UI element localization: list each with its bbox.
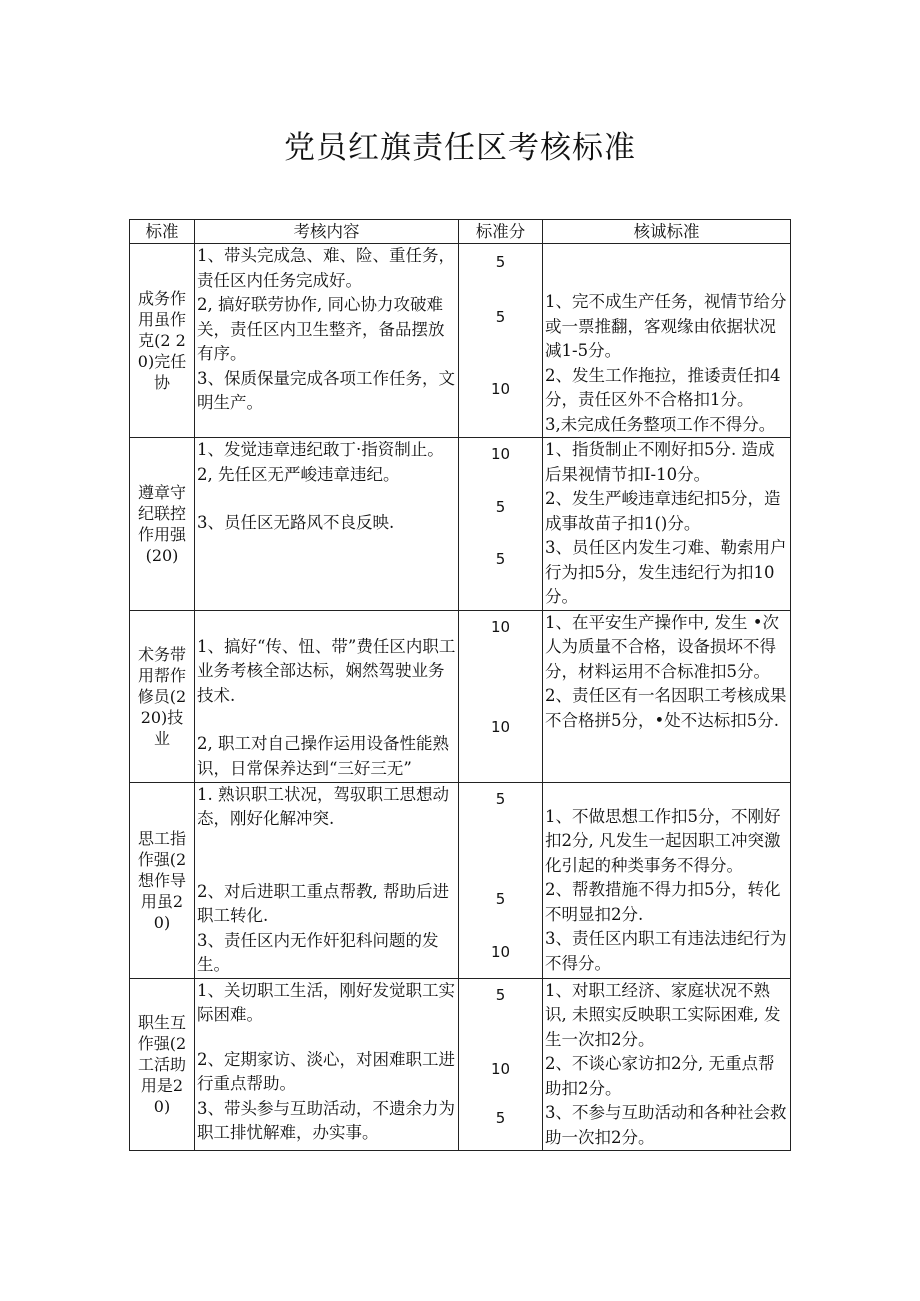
row-scores: 5 10 5 — [459, 978, 543, 1151]
header-content: 考核内容 — [195, 220, 459, 244]
row-scores: 10 10 — [459, 610, 543, 782]
table-header-row — [130, 220, 791, 244]
header-score: 标准分 — [459, 220, 543, 244]
table-row — [130, 978, 791, 1151]
row-category: 术务带用帮作修员(2 20)技业 — [130, 610, 195, 782]
table-row — [130, 438, 791, 611]
row-category: 成务作用虽作克(2 20)完任协 — [130, 244, 195, 438]
row-scores: 5 5 10 — [459, 244, 543, 438]
row-criteria: 1、指货制止不刚好扣5分. 造成后果视情节扣I-10分。 2、发生严峻违章违纪扣5分，造成事故苗子扣1()分。 3、员任区内发生刁难、勒索用户行为扣5分，发生违纪行为扣10分。 — [543, 438, 791, 611]
row-criteria: 1、完不成生产任务，视情节给分或一票推翻，客观缘由依据状况减1-5分。 2、发生工作拖拉，推诿责任扣4分，责任区外不合格扣1分。 3,未完成任务整项工作不得分。 — [543, 244, 791, 438]
row-category: 思工指作强(2 想作导用虽20) — [130, 782, 195, 978]
row-category: 遵章守纪联控作用强(20) — [130, 438, 195, 611]
header-standard: 标准 — [130, 220, 195, 244]
row-content: 1. 熟识职工状况，驾驭职工思想动态，刚好化解冲突. 2、对后进职工重点帮教, 帮助后进职工转化. 3、责任区内无作奸犯科问题的发生。 — [195, 782, 459, 978]
row-scores: 10 5 5 — [459, 438, 543, 611]
row-content: 1、关切职工生活，刚好发觉职工实际困难。 2、定期家访、淡心，对困难职工进行重点帮助。 3、带头参与互助活动，不遗余力为职工排忧解难，办实事。 — [195, 978, 459, 1151]
header-criteria: 核诚标准 — [543, 220, 791, 244]
row-criteria: 1、不做思想工作扣5分，不刚好扣2分, 凡发生一起因职工冲突激化引起的种类事务不得分。 2、帮教措施不得力扣5分，转化不明显扣2分. 3、责任区内职工有违法违纪行为不得分。 — [543, 782, 791, 978]
table-row — [130, 782, 791, 978]
row-criteria: 1、对职工经济、家庭状况不熟识, 未照实反映职工实际困难, 发生一次扣2分。 2、不谈心家访扣2分, 无重点帮助扣2分。 3、不参与互助活动和各种社会救助一次扣2分。 — [543, 978, 791, 1151]
page-title: 党员红旗责任区考核标准 — [284, 130, 636, 166]
assessment-table — [129, 219, 791, 1151]
row-category: 职生互作强(2 工活助用是20) — [130, 978, 195, 1151]
row-content: 1、发觉违章违纪敢丁·指资制止。 2, 先任区无严峻违章违纪。 3、员任区无路风不良反映. — [195, 438, 459, 611]
table-row — [130, 610, 791, 782]
row-criteria: 1、在平安生产操作中, 发生 •次人为质量不合格，设备损坏不得分，材料运用不合标准扣5分。 2、责任区有一名因职工考核成果不合格拼5分，•处不达标扣5分. — [543, 610, 791, 782]
row-content: 1、搞好“传、忸、带”费任区内职工业务考核全部达标，娴然驾驶业务技术. 2, 职工对自己操作运用设备性能熟识，日常保养达到“三好三无” — [195, 610, 459, 782]
row-scores: 5 5 10 — [459, 782, 543, 978]
table-row — [130, 244, 791, 438]
row-content: 1、带头完成急、难、险、重任务，责任区内任务完成好。 2, 搞好联劳协作, 同心协力攻破难关，责任区内卫生整齐，备品摆放有序。 3、保质保量完成各项工作任务，文明生产。 — [195, 244, 459, 438]
